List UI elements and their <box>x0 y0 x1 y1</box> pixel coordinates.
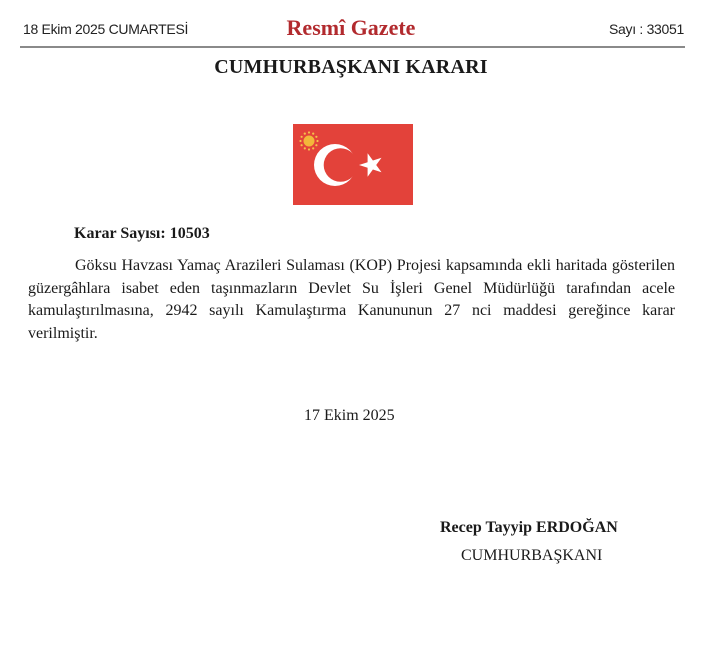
document-type-heading: CUMHURBAŞKANI KARARI <box>214 56 488 78</box>
header-date: 18 Ekim 2025 CUMARTESİ <box>23 21 189 37</box>
turkish-presidential-flag-icon <box>293 124 413 205</box>
decision-number: Karar Sayısı: 10503 <box>74 225 210 242</box>
signer-name: Recep Tayyip ERDOĞAN <box>440 519 618 536</box>
decision-body-text: Göksu Havzası Yamaç Arazileri Sulaması (KOP) Projesi kapsamında ekli haritada gösterilen güzergâhlara isabet eden taşınmazların Devlet Su İşleri Genel Müdürlüğü tarafından acele kamulaştırılmasına, 2942 sayılı Kamulaştırma Kanununun 27 nci maddesi gereğince karar verilmiştir. <box>28 257 675 342</box>
issue-number: Sayı : 33051 <box>608 21 684 37</box>
header-divider <box>20 46 685 48</box>
gazette-title: Resmî Gazete <box>286 15 416 40</box>
decision-date: 17 Ekim 2025 <box>304 407 395 424</box>
signer-title: CUMHURBAŞKANI <box>461 547 603 564</box>
